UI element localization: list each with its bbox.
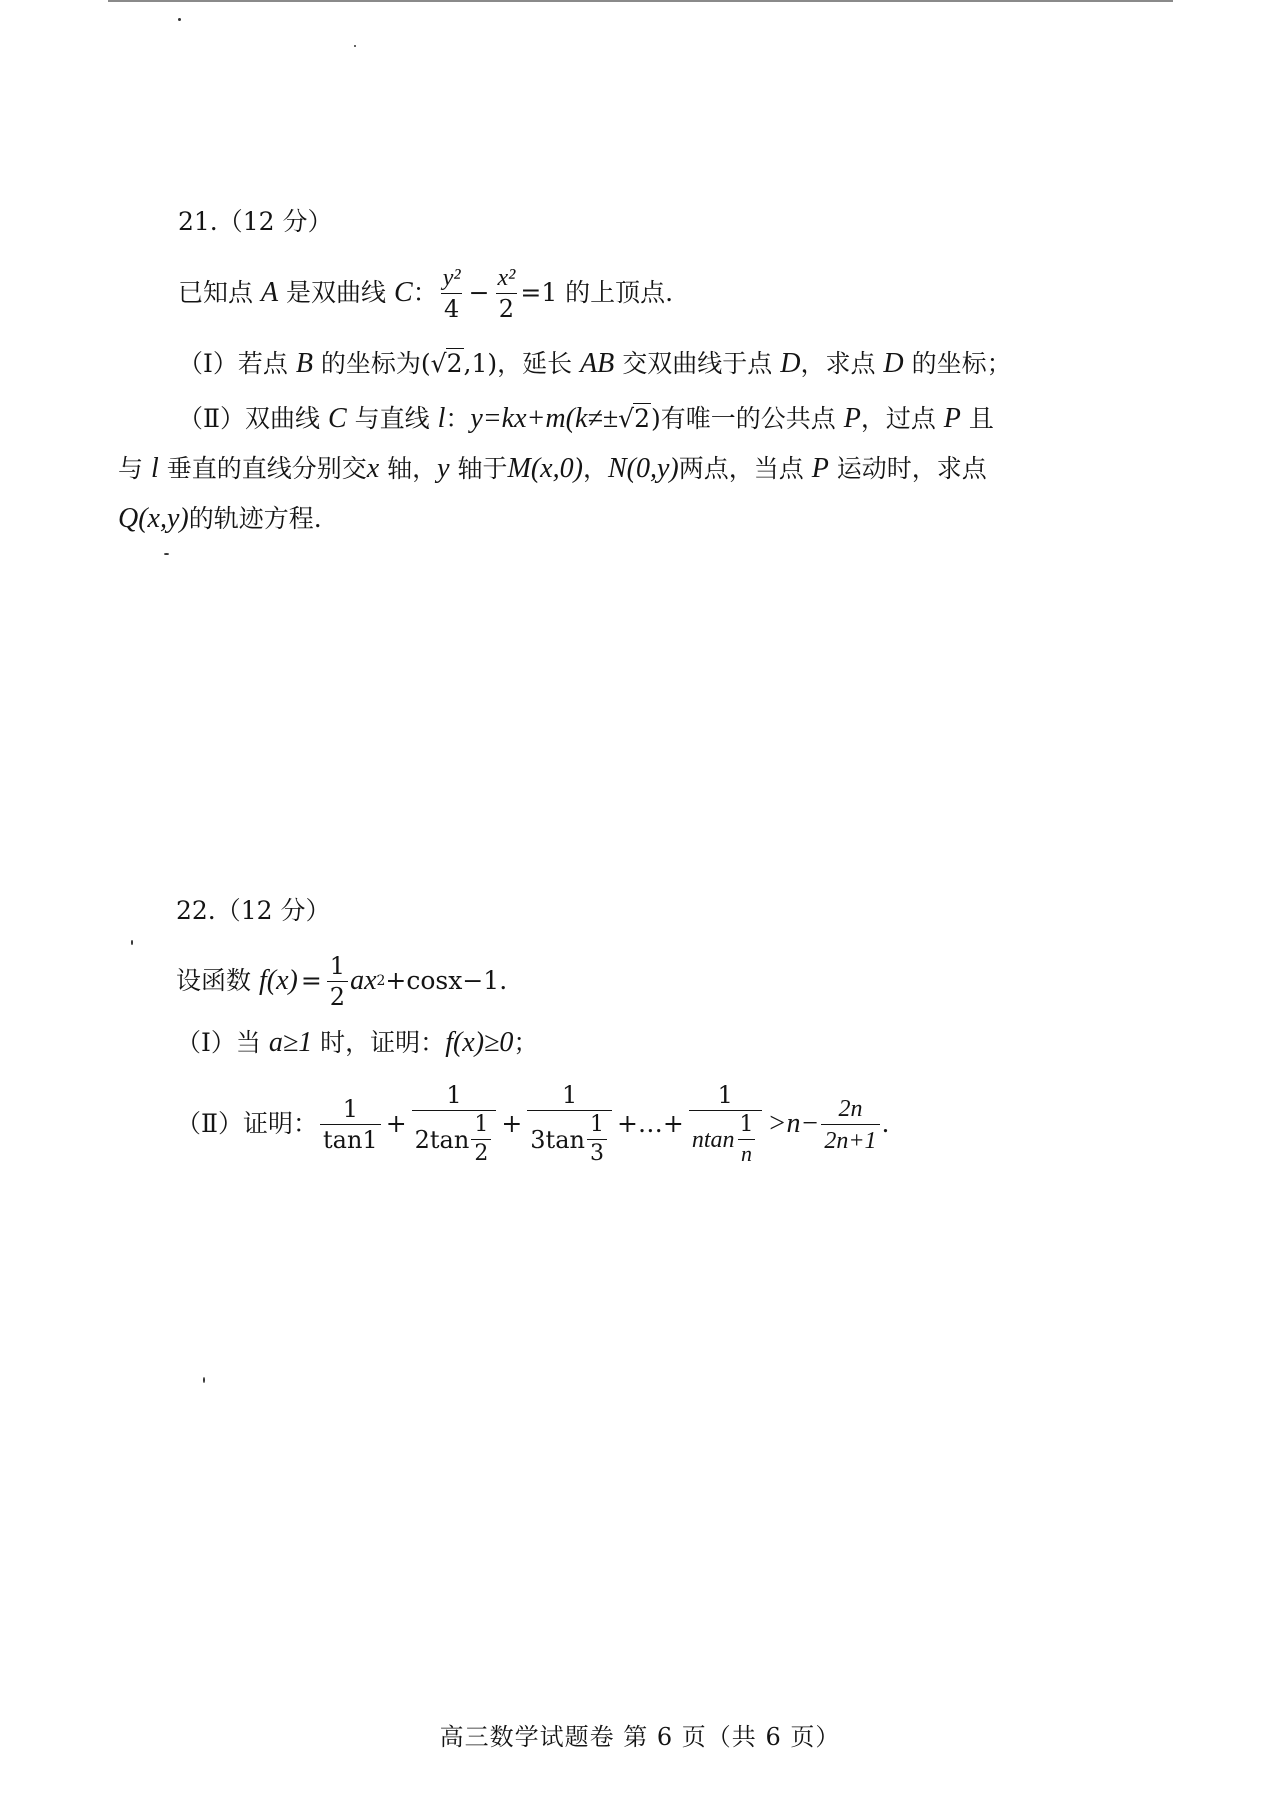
- part-2-line-2: 与 l 垂直的直线分别交x 轴，y 轴于M(x,0)，N(0,y)两点，当点 P 运动时，求点: [118, 453, 987, 484]
- problem-heading: 22.（12 分）: [176, 896, 331, 925]
- rhs-fraction: $\frac{2n}{2n+1}$: [821, 1096, 879, 1153]
- fraction-one-half: $\frac{1}{2}$: [327, 954, 348, 1009]
- term-2: 1 2tan $\frac{1}{2}$: [412, 1083, 497, 1165]
- scan-speck: [164, 553, 169, 555]
- scan-speck: [131, 940, 133, 945]
- fraction-x2-over-2: $\frac{\text{x²}}{2}$: [497, 265, 516, 323]
- part-2-line-1: （Ⅱ）双曲线 C 与直线 l：y=kx+m(k≠±√2)有唯一的公共点 P，过点 P 且: [178, 403, 994, 434]
- page-footer: 高三数学试题卷 第 6 页（共 6 页）: [439, 1723, 841, 1751]
- part-1: （Ⅰ）当 a≥1 时，证明：f(x)≥0；: [176, 1027, 539, 1058]
- part-1: （Ⅰ）若点 B 的坐标为(√2,1)，延长 AB 交双曲线于点 D，求点 D 的坐标；: [178, 348, 1012, 379]
- term-n: 1 ntan $\frac{1}{n}$: [689, 1083, 762, 1166]
- scan-speck: [178, 18, 181, 21]
- problem-stem: 设函数 f(x) = $\frac{1}{2}$ ax 2 +cosx−1.: [176, 951, 508, 1011]
- term-1: $\frac{1}{\tan 1}$: [320, 1097, 381, 1152]
- term-3: 1 3tan $\frac{1}{3}$: [527, 1083, 612, 1165]
- part-2-inequality: （Ⅱ）证明： $\frac{1}{\tan 1}$ + 1 2tan $\frac{1}{2}$ + 1 3tan $\frac{1}{3}$ +…+ 1 ntan $\frac{1}{n}$ >n− $\frac{2n}{2n+1}$ .: [176, 1080, 890, 1166]
- scan-speck: [354, 45, 356, 47]
- fraction-y2-over-4: $\frac{\text{y²}}{4}$: [442, 265, 461, 323]
- page-top-edge: [108, 0, 1173, 2]
- problem-stem: 已知点 A 是双曲线 C ： $\frac{\text{y²}}{4}$ − $\frac{\text{x²}}{2}$ =1 的上顶点.: [178, 265, 674, 323]
- part-2-line-3: Q(x,y)的轨迹方程.: [118, 503, 322, 534]
- problem-heading: 21.（12 分）: [178, 207, 333, 236]
- scan-speck: [203, 1377, 205, 1383]
